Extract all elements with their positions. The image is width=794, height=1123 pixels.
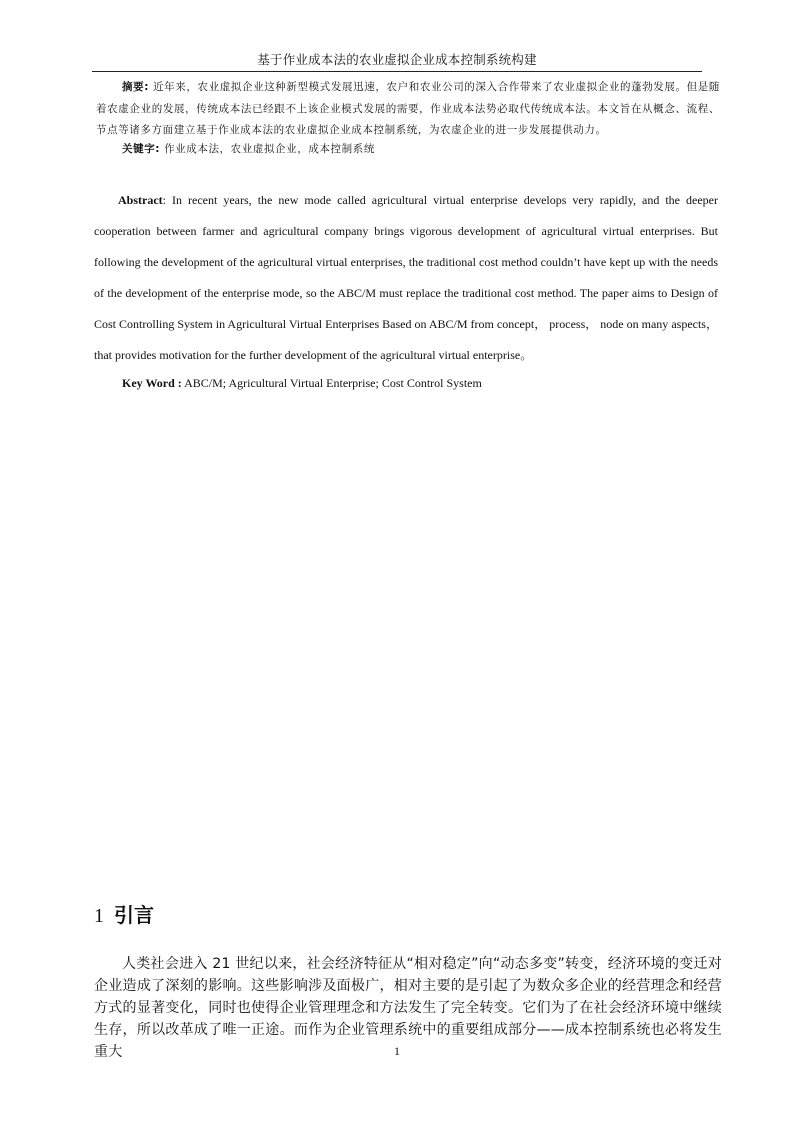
chinese-abstract-text: 近年来，农业虚拟企业这种新型模式发展迅速，农户和农业公司的深入合作带来了农业虚拟企业的蓬勃发展。但是随着农虚企业的发展，传统成本法已经跟不上该企业模式发展的需要，作业成本法势必取代传统成本法。本文旨在从概念、流程、节点等诸多方面建立基于作业成本法的农业虚拟企业成本控制系统，为农虚企业的进一步发展提供动力。	[96, 81, 720, 136]
section-title: 引言	[114, 903, 154, 927]
english-keywords-text: ABC/M; Agricultural Virtual Enterprise; Cost Control System	[184, 376, 482, 390]
header-rule	[92, 71, 702, 72]
english-abstract-label: Abstract	[118, 193, 163, 207]
english-abstract	[94, 185, 718, 371]
chinese-keywords	[122, 139, 682, 159]
section-number: 1	[94, 905, 104, 927]
english-abstract-text: : In recent years, the new mode called agricultural virtual enterprise develops very rapidly, and the deeper cooperation between farmer and agricultural company brings vigorous development of agricultural virtual enterprises. But following the development of the agricultural virtual enterprises, the traditional cost method couldn’t have kept up with the needs of the development of the enterprise mode, so the ABC/M must replace the traditional cost method. The paper aims to Design of Cost Controlling System in Agricultural Virtual Enterprises Based on ABC/M from concept， process， node on many aspects， that provides motivation for the further development of the agricultural virtual enterprise。	[94, 193, 718, 362]
chinese-abstract	[96, 77, 720, 142]
section-heading	[94, 901, 154, 930]
chinese-keywords-label: 关键字:	[122, 143, 161, 155]
page-number: 1	[394, 1044, 400, 1058]
running-header: 基于作业成本法的农业虚拟企业成本控制系统构建	[257, 52, 537, 67]
body-paragraph: 人类社会进入 21 世纪以来，社会经济特征从“相对稳定”向“动态多变”转变，经济环境的变迁对企业造成了深刻的影响。这些影响涉及面极广，相对主要的是引起了为数众多企业的经营理念和经营方式的显著变化，同时也使得企业管理理念和方法发生了完全转变。它们为了在社会经济环境中继续生存，所以改革成了唯一正途。而作为企业管理系统中的重要组成部分——成本控制系统也必将发生重大	[94, 956, 722, 1060]
chinese-keywords-text: 作业成本法，农业虚拟企业，成本控制系统	[164, 143, 375, 155]
english-keywords	[122, 373, 682, 393]
chinese-abstract-label: 摘要:	[122, 81, 150, 93]
english-keywords-label: Key Word :	[122, 376, 182, 390]
